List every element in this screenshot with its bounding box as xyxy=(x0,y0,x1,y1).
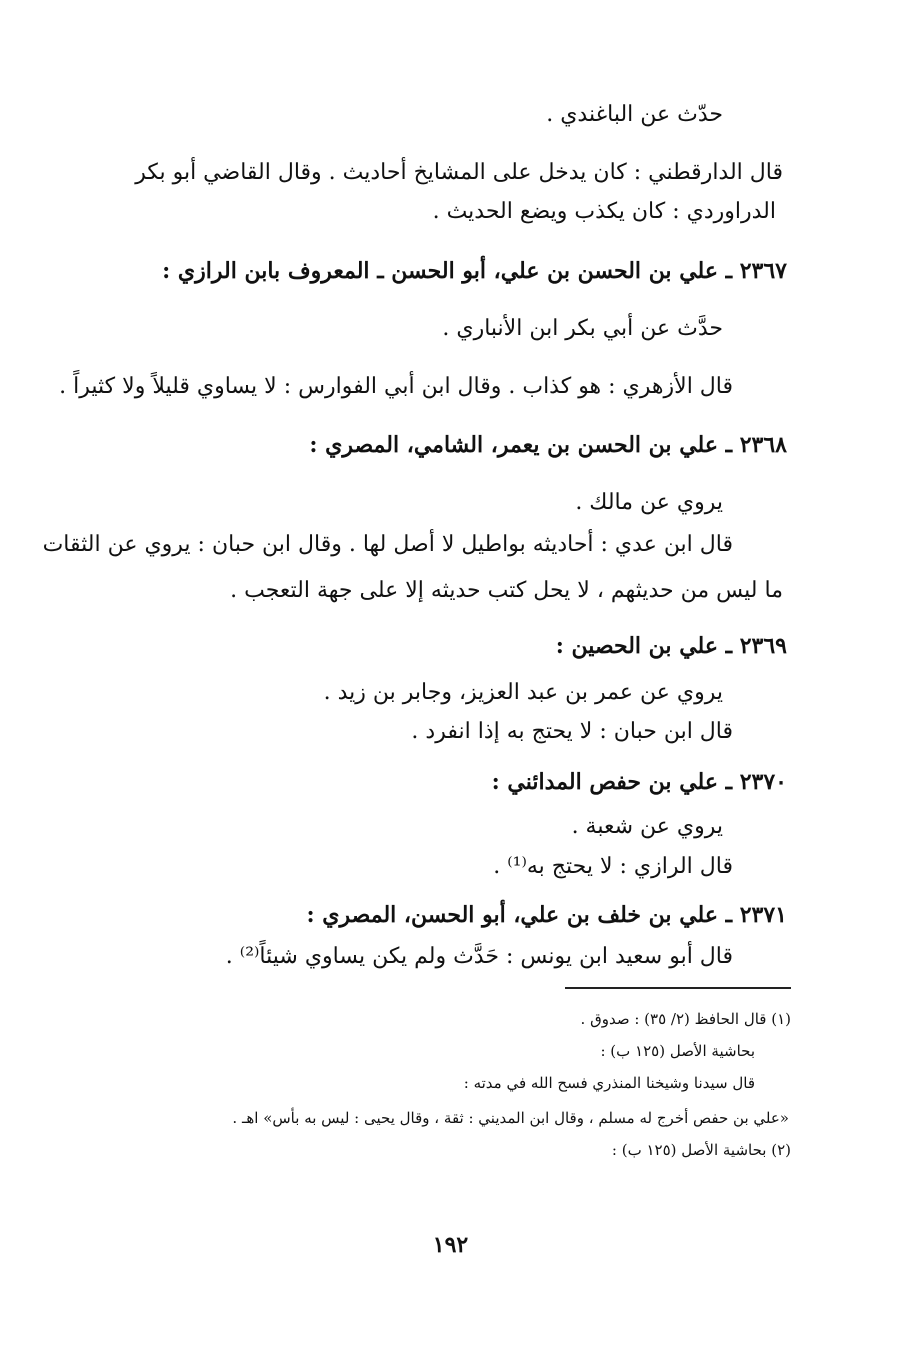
text-line: الدراوردي : كان يكذب ويضع الحديث . xyxy=(432,199,776,224)
text-line: قال أبو سعيد ابن يونس : حَدَّث ولم يكن يساوي شيئاً⁽²⁾ . xyxy=(225,944,733,969)
page-number: ١٩٢ xyxy=(432,1232,469,1258)
footnote-line: قال سيدنا وشيخنا المنذري فسح الله في مدته : xyxy=(463,1074,755,1092)
footnote-line: «علي بن حفص أخرج له مسلم ، وقال ابن المديني : ثقة ، وقال يحيى : ليس به بأس» اهـ . xyxy=(232,1109,789,1127)
entry-heading: ٢٣٧١ ـ علي بن خلف بن علي، أبو الحسن، المصري : xyxy=(306,902,787,928)
footnote-line: بحاشية الأصل (١٢٥ ب) : xyxy=(600,1042,755,1060)
footnote-line: (١) قال الحافظ (٢/ ٣٥) : صدوق . xyxy=(580,1010,791,1028)
entry-heading: ٢٣٦٩ ـ علي بن الحصين : xyxy=(555,633,787,659)
text-line: قال ابن حبان : لا يحتج به إذا انفرد . xyxy=(411,719,733,744)
entry-heading: ٢٣٧٠ ـ علي بن حفص المدائني : xyxy=(491,769,787,795)
text-line: حدَّث عن أبي بكر ابن الأنباري . xyxy=(442,316,723,341)
text-line: قال الدارقطني : كان يدخل على المشايخ أحاديث . وقال القاضي أبو بكر xyxy=(135,160,783,185)
entry-heading: ٢٣٦٨ ـ علي بن الحسن بن يعمر، الشامي، المصري : xyxy=(309,432,787,458)
text-line: حدّث عن الباغندي . xyxy=(546,102,723,127)
text-line: قال الرازي : لا يحتج به⁽¹⁾ . xyxy=(493,854,733,879)
text-line: يروي عن عمر بن عبد العزيز، وجابر بن زيد . xyxy=(323,680,723,705)
footnote-separator xyxy=(565,987,791,989)
footnote-line: (٢) بحاشية الأصل (١٢٥ ب) : xyxy=(611,1141,791,1159)
text-line: قال ابن عدي : أحاديثه بواطيل لا أصل لها . وقال ابن حبان : يروي عن الثقات xyxy=(42,532,733,557)
text-line: يروي عن مالك . xyxy=(575,490,723,515)
entry-heading: ٢٣٦٧ ـ علي بن الحسن بن علي، أبو الحسن ـ المعروف بابن الرازي : xyxy=(162,258,787,284)
text-line: ما ليس من حديثهم ، لا يحل كتب حديثه إلا على جهة التعجب . xyxy=(230,578,783,603)
text-line: قال الأزهري : هو كذاب . وقال ابن أبي الفوارس : لا يساوي قليلاً ولا كثيراً . xyxy=(59,374,733,399)
text-line: يروي عن شعبة . xyxy=(571,814,723,839)
